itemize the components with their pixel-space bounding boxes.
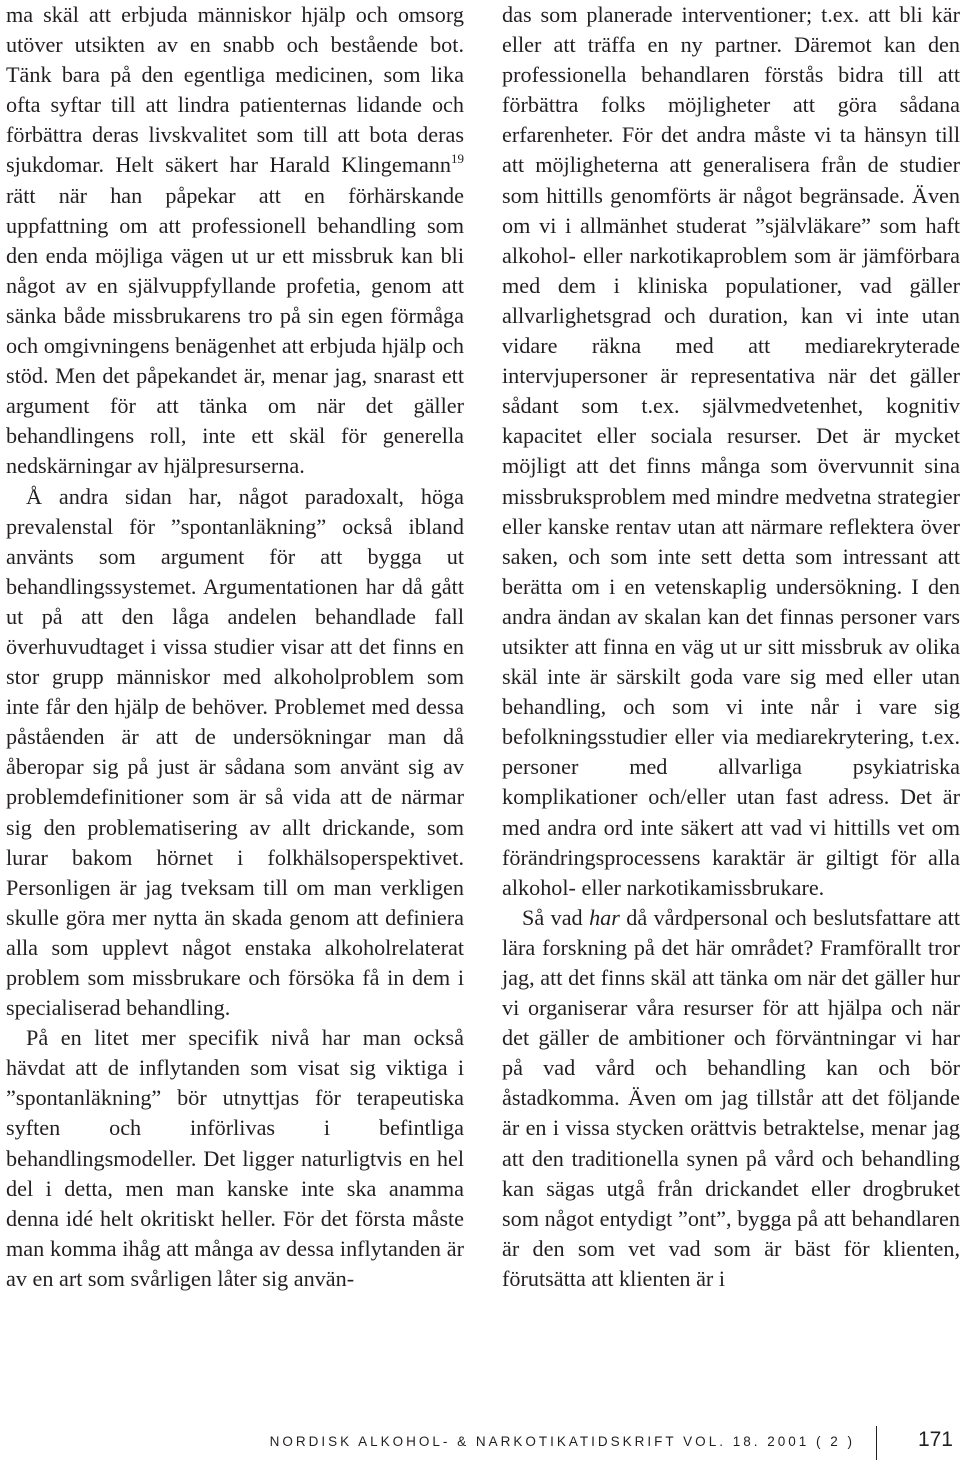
page-number: 171 <box>917 1428 953 1451</box>
paragraph <box>502 903 960 1294</box>
paragraph-text: rätt när han påpekar att en förhärskande uppfattning om att professionell behandling som den enda möjliga vägen ut ur ett missbruk kan bli något av en självuppfyllande profetia, genom att sänka både missbrukarens tro på sin egen förmåga och omgivningens benägenhet att erbjuda hjälp och stöd. Men det påpekandet är, menar jag, snarast ett argument för att tänka om när det gäller behandlingens roll, inte ett skäl för generella nedskärningar av hjälpresurserna. <box>6 182 464 479</box>
right-column <box>502 0 960 1294</box>
page-footer <box>269 1420 955 1464</box>
left-column <box>6 0 464 1294</box>
paragraph: På en litet mer specifik nivå har man också hävdat att de inflytanden som visat sig viktiga i ”spontanläkning” bör utnyttjas för terapeutiska syften och införlivas i befintliga behandlingsmodeller. Det ligger naturligtvis en hel del i detta, men man kanske inte ska anamma denna idé helt okritiskt heller. För det första måste man komma ihåg att många av dessa inflytanden är av en art som svårligen låter sig använ- <box>6 1025 464 1291</box>
journal-title: NORDISK ALKOHOL- & NARKOTIKATIDSKRIFT VOL. 18. 2001 ( 2 ) <box>269 1434 855 1449</box>
emphasis: har <box>589 904 620 930</box>
footnote-reference: 19 <box>451 151 464 167</box>
paragraph-text: ma skäl att erbjuda människor hjälp och omsorg utöver utsikten av en snabb och bestående bot. Tänk bara på den egentliga medicinen, som lika ofta syftar till att lindra patienternas lidande och förbättra deras livskvalitet som till att bota deras sjukdomar. Helt säkert har Harald Klingemann <box>6 2 464 178</box>
paragraph: Å andra sidan har, något paradoxalt, höga prevalenstal för ”spontanläkning” också ibland använts som argument för att bygga ut behandlingssystemet. Argumentationen har då gått ut på att den låga andelen behandlade fall överhuvudtaget i vissa studier visar att det finns en stor grupp människor med alkoholproblem som inte får den hjälp de behöver. Problemet med dessa påståenden är att de undersökningar man då åberopar sig på just är sådana som använt sig av problemdefinitioner som är så vida att de närmar sig den problematisering av allt drickande, som lurar bakom hörnet i folkhälsoperspektivet. Personligen är jag tveksam till om man verkligen skulle göra mer nytta än skada genom att definiera alla som upplevt något enstaka alkoholrelaterat problem som missbrukare och försöka få in dem i specialiserad behandling. <box>6 483 464 1021</box>
paragraph: das som planerade interventioner; t.ex. att bli kär eller att träffa en ny partner. Däremot kan den professionella behandlaren förstås bidra till att förbättra folks möjligheter att göra sådana erfarenheter. För det andra måste vi ta hänsyn till att möjligheterna att generalisera från de studier som hittills genomförts är något begränsade. Även om vi i allmänhet studerat ”självläkare” som haft alkohol- eller narkotikaproblem som är jämförbara med dem i kliniska populationer, vad gäller allvarlighetsgrad och duration, kan vi inte utan vidare räkna med att mediarekryterade intervjupersoner är representativa när det gäller sådant som t.ex. självmedvetenhet, kognitiv kapacitet eller sociala resurser. Det är mycket möjligt att det finns många som övervunnit sina missbruksproblem med mindre medvetna strategier eller kanske rentav utan att närmare reflektera över saken, och som inte sett detta som intressant att berätta om i en vetenskaplig undersökning. I den andra ändan av skalan kan det finnas personer vars utsikter att finna en väg ut ur sitt missbruk av olika skäl inte är särskilt goda vare sig med eller utan behandling, och som vi inte når i vare sig befolkningsstudier eller via mediarekrytering, t.ex. personer med allvarliga psykiatriska komplikationer och/eller utan fast adress. Det är med andra ord inte säkert att vad vi hittills vet om förändringsprocessens karaktär är giltigt för alla alkohol- eller narkotikamissbrukare. <box>502 2 960 900</box>
paragraph <box>6 0 464 482</box>
paragraph-text: då vårdpersonal och beslutsfattare att lära forskning på det här området? Framförallt tror jag, att det finns skäl att tänka om när det gäller hur vi organiserar våra resurser för att hjälpa och när det gäller de ambitioner och förväntningar vi har på vad vård och behandling kan och bör åstadkomma. Även om jag tillstår att det följande är en i vissa stycken orättvis betraktelse, menar jag att den traditionella synen på vård och behandling kan sägas utgå från drickandet eller drogbruket som något entydigt ”ont”, bygga på att behandlaren är den som vet vad som är bäst för klienten, förutsätta att klienten är i <box>502 904 960 1291</box>
paragraph-text: Så vad <box>522 904 590 930</box>
footer-divider <box>876 1426 877 1460</box>
